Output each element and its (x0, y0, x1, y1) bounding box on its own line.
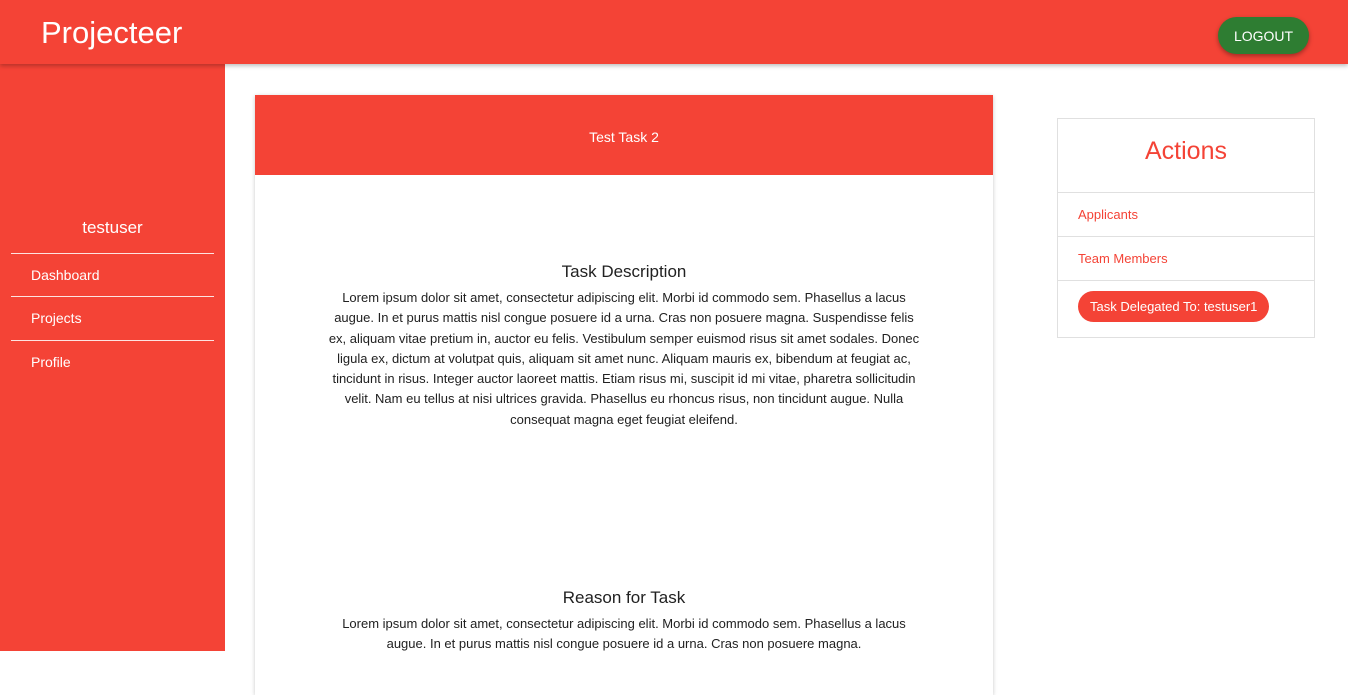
team-members-link[interactable]: Team Members (1058, 237, 1314, 281)
top-app-bar (0, 0, 1348, 64)
logout-button[interactable]: LOGOUT (1218, 17, 1309, 54)
task-card (255, 95, 993, 695)
task-description-heading: Task Description (561, 262, 687, 281)
delegated-to-badge: Task Delegated To: testuser1 (1078, 291, 1269, 322)
sidebar (0, 64, 225, 651)
brand-logo[interactable]: Projecteer (41, 15, 183, 50)
sidebar-username: testuser (82, 218, 143, 237)
reason-heading: Reason for Task (562, 588, 686, 607)
sidebar-item-projects[interactable]: Projects (11, 296, 214, 339)
reason-text: Lorem ipsum dolor sit amet, consectetur adipiscing elit. Morbi id commodo sem. Phasellus a lacus augue. In et purus mattis nisl congue posuere id a urna. Cras non posuere magna. (342, 616, 906, 652)
task-title: Test Task 2 (255, 95, 993, 175)
actions-title: Actions (1058, 119, 1314, 193)
applicants-link[interactable]: Applicants (1058, 193, 1314, 237)
sidebar-item-dashboard[interactable]: Dashboard (11, 253, 214, 296)
task-description-text: Lorem ipsum dolor sit amet, consectetur adipiscing elit. Morbi id commodo sem. Phasellus a lacus augue. In et purus mattis nisl congue posuere id a urna. Cras non posuere magna. Suspendisse felis ex, aliquam vitae pretium in, auctor eu felis. Vestibulum semper euismod risus sit amet sodales. Donec ligula ex, dictum at volutpat quis, aliquam sit amet nunc. Aliquam mauris ex, bibendum at feugiat ac, tincidunt in risus. Integer auctor laoreet mattis. Etiam risus mi, suscipit id mi vitae, pharetra sollicitudin velit. Nam eu tellus at nisi ultrices gravida. Phasellus eu rhoncus risus, non tincidunt augue. Nulla consequat magna eget feugiat eleifend. (328, 290, 920, 427)
sidebar-item-profile[interactable]: Profile (11, 340, 214, 383)
actions-panel (1057, 118, 1315, 338)
